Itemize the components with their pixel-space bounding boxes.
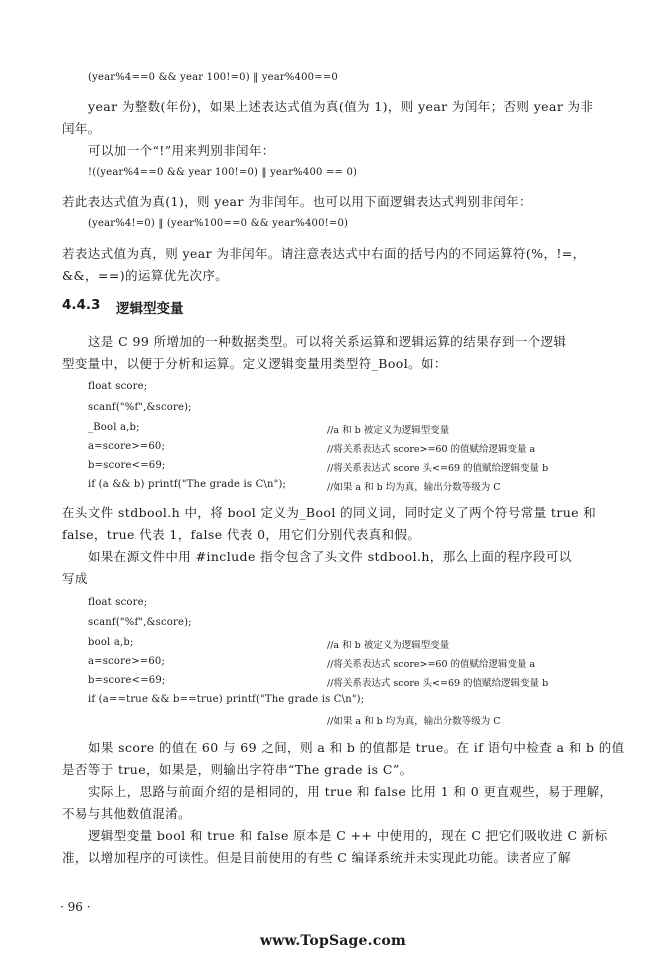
footer-url: www.TopSage.com xyxy=(260,933,406,949)
code-line: bool a,b; xyxy=(88,637,134,648)
code-line: if (a==true && b==true) printf("The grade is C\n"); xyxy=(88,694,365,705)
text-line: 若表达式值为真，则 year 为非闰年。请注意表达式中右面的括号内的不同运算符(%，!=， xyxy=(62,246,586,261)
text-line: 是否等于 true，如果是，则输出字符串“The grade is C”。 xyxy=(62,762,413,777)
code-line: b=score<=69; xyxy=(88,675,166,686)
code-line: scanf("%f",&score); xyxy=(88,402,192,413)
code-line: float score; xyxy=(88,381,148,392)
code-line: a=score>=60; xyxy=(88,441,166,452)
text-line: 如果 score 的值在 60 与 69 之间，则 a 和 b 的值都是 true。在 if 语句中检查 a 和 b 的值 xyxy=(88,740,625,755)
text-line: 如果在源文件中用 #include 指令包含了头文件 stdbool.h，那么上面的程序段可以 xyxy=(88,549,572,564)
code-comment: //将关系表达式 score 头<=69 的值赋给逻辑变量 b xyxy=(327,463,549,474)
code-line: float score; xyxy=(88,597,148,608)
text-line: 实际上，思路与前面介绍的是相同的，用 true 和 false 比用 1 和 0 更直观些，易于理解， xyxy=(88,784,613,799)
text-line: 在头文件 stdbool.h 中，将 bool 定义为_Bool 的同义词，同时定义了两个符号常量 true 和 xyxy=(62,505,597,520)
text-line: 准，以增加程序的可读性。但是目前使用的有些 C 编译系统并未实现此功能。读者应了解 xyxy=(62,850,571,865)
text-line: (year%4!=0) ‖ (year%100==0 && year%400!=0) xyxy=(88,218,349,229)
text-line: !((year%4==0 && year 100!=0) ‖ year%400 == 0) xyxy=(88,167,358,178)
text-line: false，true 代表 1，false 代表 0，用它们分别代表真和假。 xyxy=(62,527,421,542)
code-comment: //如果 a 和 b 均为真，输出分数等级为 C xyxy=(327,716,501,727)
text-line: 可以加一个“!”用来判别非闰年： xyxy=(88,143,275,158)
code-comment: //a 和 b 被定义为逻辑型变量 xyxy=(327,425,450,436)
text-line: 写成 xyxy=(62,571,88,586)
code-comment: //如果 a 和 b 均为真，输出分数等级为 C xyxy=(327,482,501,493)
code-comment: //将关系表达式 score>=60 的值赋给逻辑变量 a xyxy=(327,444,536,455)
code-comment: //将关系表达式 score 头<=69 的值赋给逻辑变量 b xyxy=(327,678,549,689)
text-line: year 为整数(年份)，如果上述表达式值为真(值为 1)，则 year 为闰年；否则 year 为非 xyxy=(88,99,594,114)
text-line: (year%4==0 && year 100!=0) ‖ year%400==0 xyxy=(88,72,338,83)
section-title: 逻辑型变量 xyxy=(116,301,184,317)
code-line: b=score<=69; xyxy=(88,460,166,471)
text-line: 这是 C 99 所增加的一种数据类型。可以将关系运算和逻辑运算的结果存到一个逻辑 xyxy=(88,334,567,349)
text-line: 型变量中，以便于分析和运算。定义逻辑变量用类型符_Bool。如： xyxy=(62,356,447,371)
code-comment: //a 和 b 被定义为逻辑型变量 xyxy=(327,640,450,651)
code-line: a=score>=60; xyxy=(88,656,166,667)
text-line: 不易与其他数值混淆。 xyxy=(62,806,192,821)
page-number: · 96 · xyxy=(60,900,91,914)
code-comment: //将关系表达式 score>=60 的值赋给逻辑变量 a xyxy=(327,659,536,670)
text-line: &&，==)的运算优先次序。 xyxy=(62,268,229,283)
section-number: 4.4.3 xyxy=(62,297,101,313)
text-line: 闰年。 xyxy=(62,121,101,136)
code-line: _Bool a,b; xyxy=(88,422,140,433)
code-line: scanf("%f",&score); xyxy=(88,617,192,628)
code-line: if (a && b) printf("The grade is C\n"); xyxy=(88,479,287,490)
text-line: 逻辑型变量 bool 和 true 和 false 原本是 C ++ 中使用的，现在 C 把它们吸收进 C 新标 xyxy=(88,828,608,843)
text-line: 若此表达式值为真(1)，则 year 为非闰年。也可以用下面逻辑表达式判别非闰年： xyxy=(62,194,532,209)
